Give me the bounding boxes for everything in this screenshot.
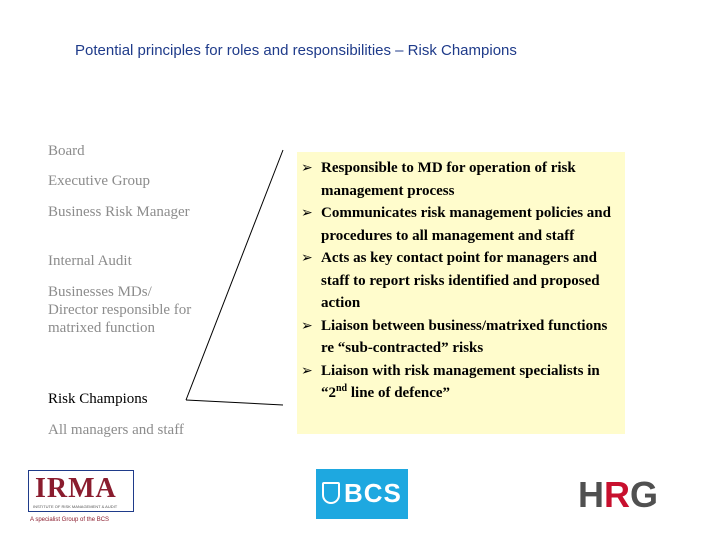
bcs-shield-icon	[322, 482, 340, 504]
arrow-bullet-icon: ➢	[301, 317, 313, 334]
arrow-bullet-icon: ➢	[301, 160, 313, 176]
responsibility-item	[301, 202, 619, 247]
responsibility-item	[301, 360, 619, 405]
bcs-logo	[316, 469, 408, 519]
responsibility-item	[301, 247, 619, 315]
responsibility-list	[301, 157, 619, 405]
role-business-risk-manager: Business Risk Manager	[48, 204, 190, 220]
responsibility-text: Communicates risk management policies and procedures to all management and staff	[321, 205, 611, 244]
role-executive-group: Executive Group	[48, 173, 151, 189]
bcs-wordmark: BCS	[344, 478, 402, 508]
role-businesses-mds: Businesses MDs/ Director responsible for matrixed function	[48, 284, 192, 336]
hrg-logo	[578, 474, 678, 514]
role-board: Board	[48, 143, 85, 159]
responsibility-text: Liaison with risk management specialists in “2nd line of defence”	[321, 362, 600, 401]
irma-subtitle: INSTITUTE OF RISK MANAGEMENT & AUDIT	[33, 504, 118, 509]
responsibility-item	[301, 315, 619, 360]
arrow-bullet-icon: ➢	[301, 205, 313, 221]
risk-champions-callout	[297, 152, 625, 434]
responsibility-text: Acts as key contact point for managers and staff to report risks identified and proposed action	[321, 250, 600, 311]
irma-logo-box	[28, 470, 134, 512]
connector-line-bottom	[186, 400, 283, 405]
responsibility-text: Responsible to MD for operation of risk management process	[321, 160, 576, 199]
arrow-bullet-icon: ➢	[301, 250, 313, 266]
irma-wordmark: IRMA	[35, 473, 117, 504]
hrg-letter-h: H	[578, 474, 604, 515]
role-all-managers: All managers and staff	[48, 422, 184, 438]
page-title: Potential principles for roles and responsibilities – Risk Champions	[75, 42, 517, 59]
role-risk-champions: Risk Champions	[48, 391, 148, 407]
responsibility-item	[301, 157, 619, 202]
responsibility-text: Liaison between business/matrixed functions re “sub-contracted” risks	[321, 317, 608, 356]
arrow-bullet-icon: ➢	[301, 362, 313, 379]
hrg-letter-g: G	[630, 474, 659, 515]
irma-tagline: A specialist Group of the BCS	[30, 517, 110, 523]
connector-line-top	[186, 150, 283, 400]
irma-logo	[28, 470, 136, 526]
hrg-letter-r: R	[604, 474, 630, 515]
role-internal-audit: Internal Audit	[48, 253, 132, 269]
